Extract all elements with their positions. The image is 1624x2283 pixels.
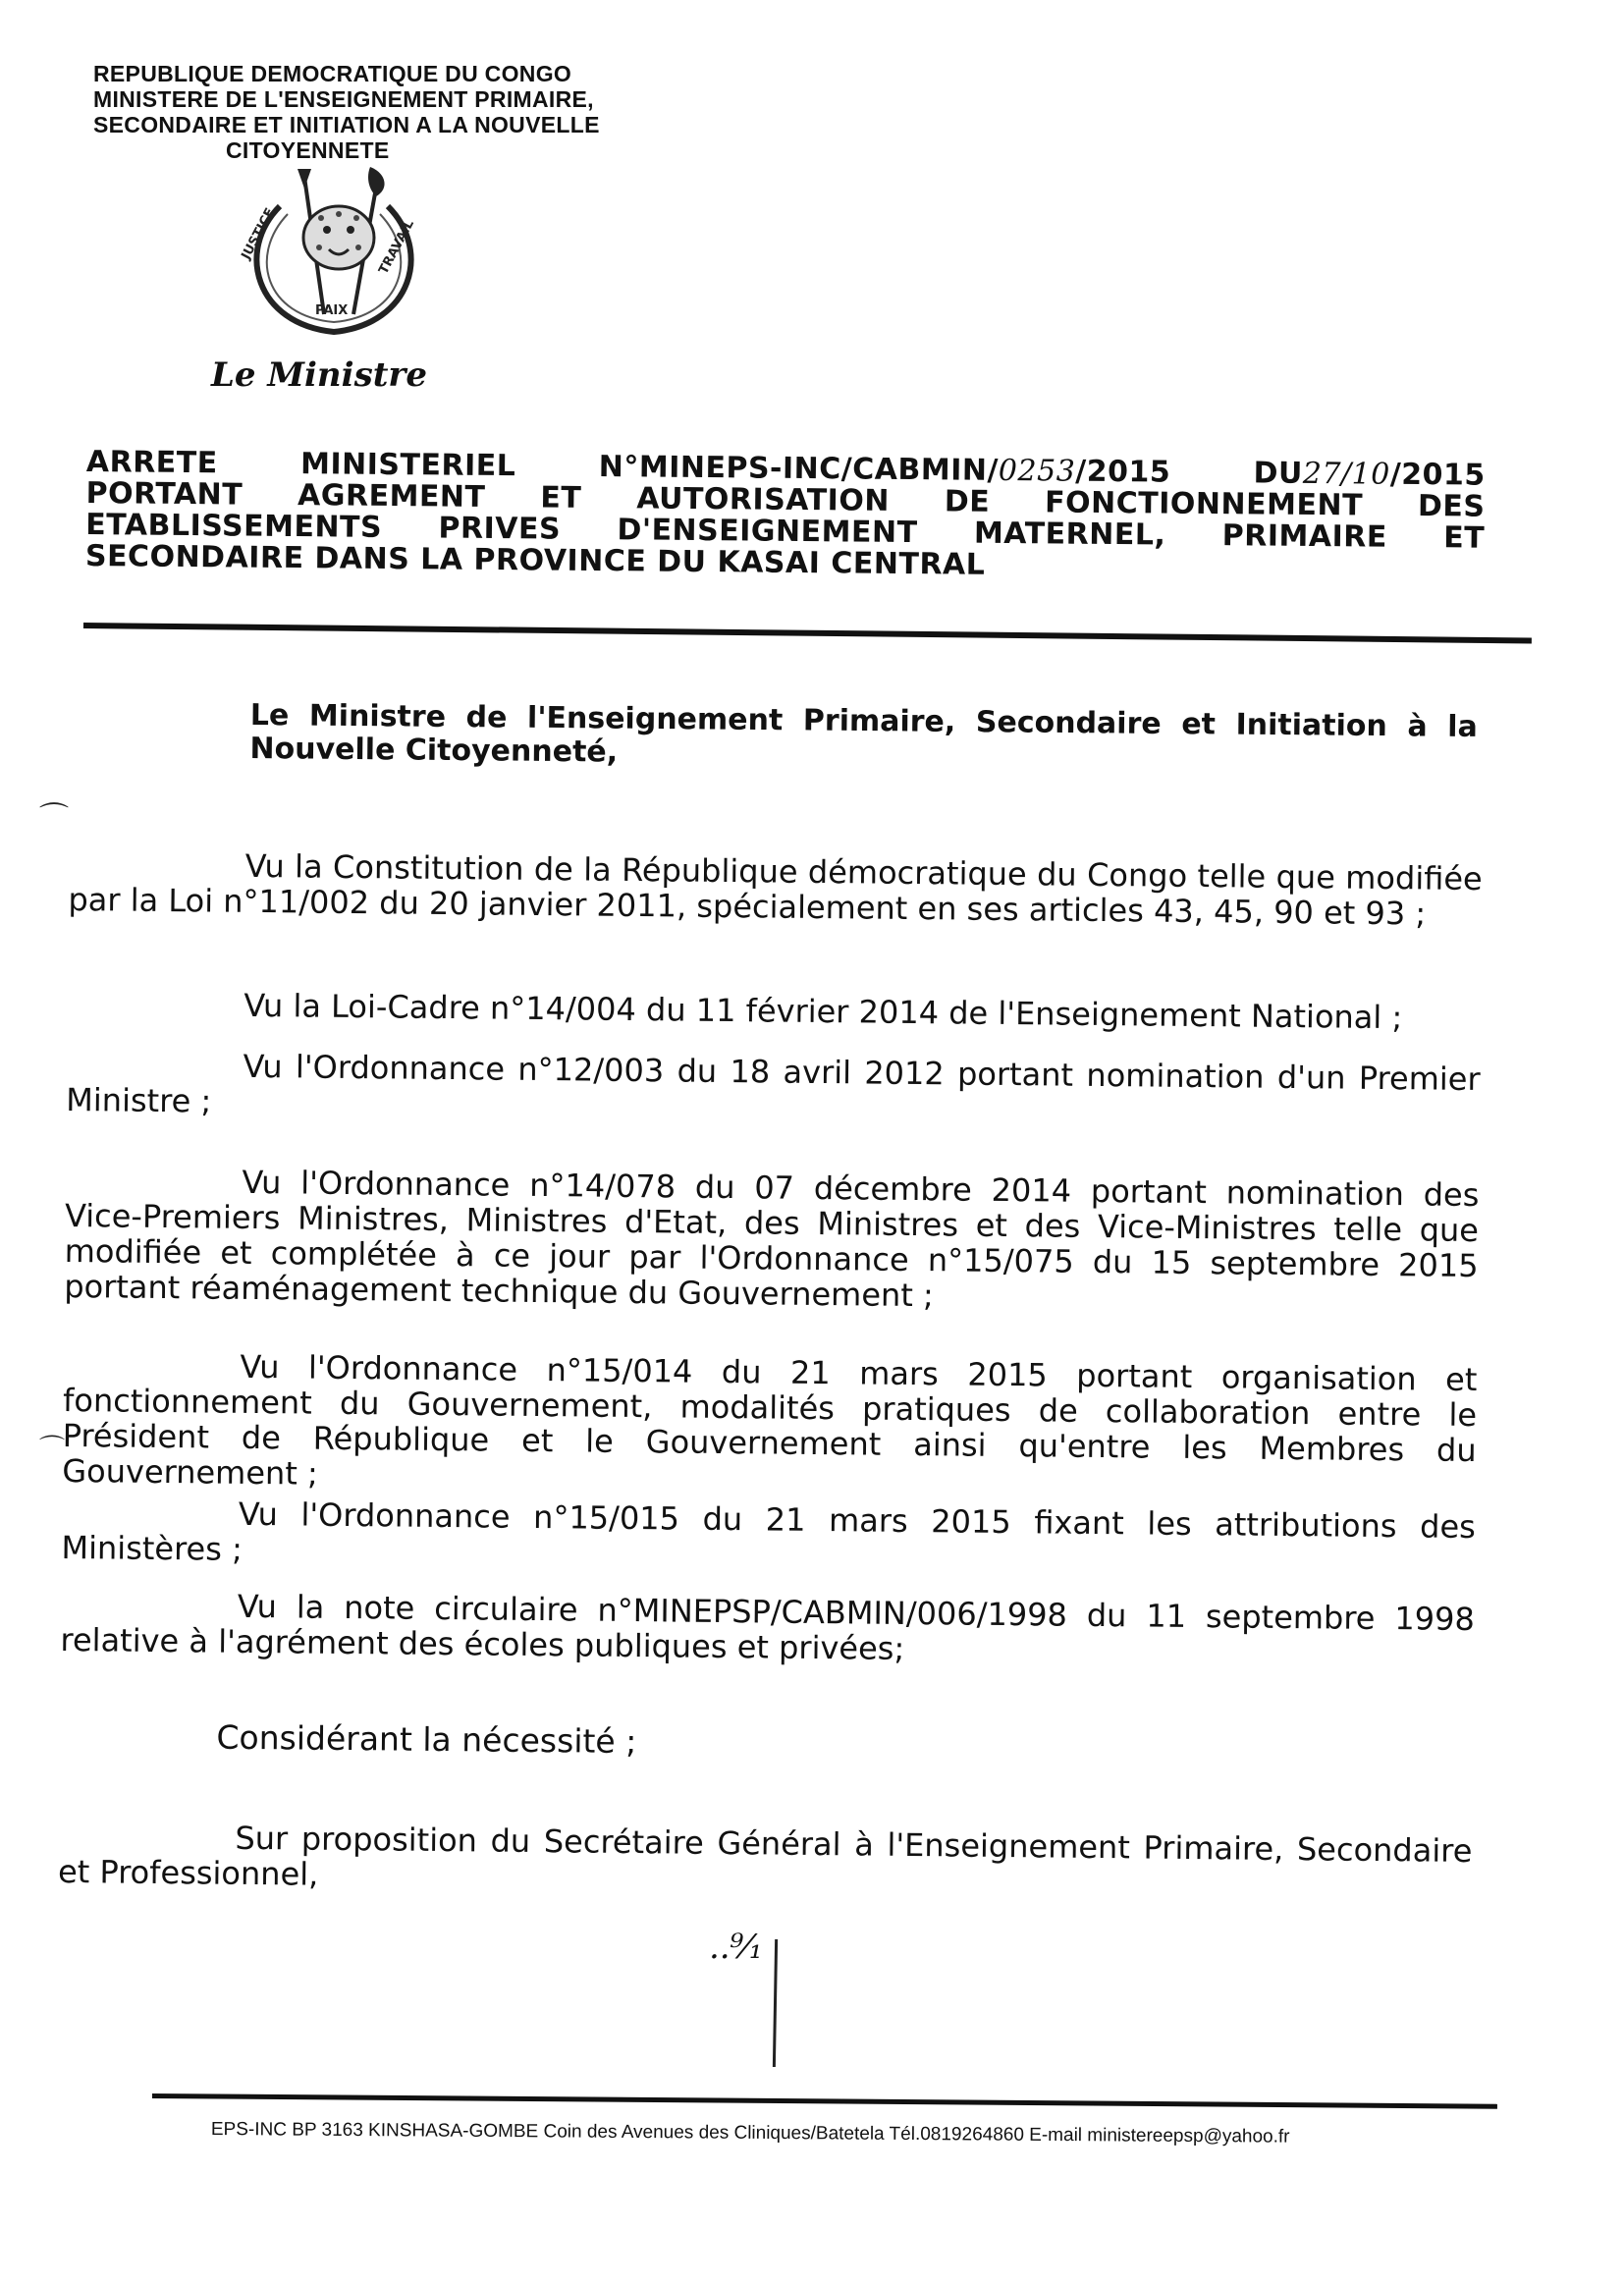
considerant-constitution: Vu la Constitution de la République démocratique du Congo telle que modifiée par la Loi n°11/002 du 20 janvier 2011, spécialement en ses articles 43, 45, 90 et 93 ; bbox=[68, 846, 1483, 933]
issuing-authority: Le Ministre de l'Enseignement Primaire, Secondaire et Initiation à la Nouvelle Citoyenneté, bbox=[249, 698, 1478, 770]
handwritten-initials: ..⁹⁄₁ bbox=[709, 1928, 763, 1967]
considerant-note-circulaire: Vu la note circulaire n°MINEPSP/CABMIN/006/1998 du 11 septembre 1998 relative à l'agrément des écoles publiques et privées; bbox=[60, 1587, 1476, 1667]
minister-title: Le Ministre bbox=[211, 355, 427, 395]
motto-bottom: PAIX bbox=[315, 303, 349, 318]
footer-divider bbox=[152, 2093, 1497, 2109]
letterhead bbox=[93, 61, 702, 163]
letterhead-country: REPUBLIQUE DEMOCRATIQUE DU CONGO bbox=[93, 61, 572, 86]
decree-word: AGREMENT bbox=[297, 478, 486, 515]
considerant-ordonnance-attributions: Vu l'Ordonnance n°15/015 du 21 mars 2015 fixant les attributions des Ministères ; bbox=[61, 1495, 1477, 1568]
decree-word: FONCTIONNEMENT bbox=[1044, 485, 1364, 523]
decree-word: AUTORISATION bbox=[636, 481, 891, 518]
handwritten-date: 27/10 bbox=[1302, 456, 1390, 492]
coat-of-arms-leopard-icon bbox=[211, 167, 457, 349]
initials-stroke bbox=[773, 1939, 778, 2067]
decree-reference: N°MINEPS-INC/CABMIN/0253/2015 bbox=[598, 450, 1171, 490]
decree-date: DU27/10/2015 bbox=[1253, 456, 1486, 493]
footer-address: EPS-INC BP 3163 KINSHASA-GOMBE Coin des Avenues des Cliniques/Batetela Tél.0819264860 E-mail ministereepsp@yahoo.fr bbox=[210, 2119, 1290, 2147]
considerant-ordonnance-nomination: Vu l'Ordonnance n°14/078 du 07 décembre 2014 portant nomination des Vice-Premiers Ministres, Ministres d'Etat, des Ministres et des Vice-Ministres telle que modifiée et complétée à ce jour par l'Ordonnance n°15/075 du 15 septembre 2015 portant réaménagement technique du Gouvernement ; bbox=[64, 1163, 1480, 1315]
decree-word: MINISTERIEL bbox=[299, 447, 516, 484]
decree-word: ET bbox=[540, 480, 582, 516]
decree-word: PRIMAIRE bbox=[1221, 518, 1387, 555]
decree-word: DE bbox=[944, 484, 991, 519]
scan-artifact: ⌒ bbox=[39, 1435, 66, 1464]
decree-word: ET bbox=[1443, 520, 1486, 556]
decree-word: DES bbox=[1417, 489, 1486, 524]
considerant-loi-cadre: Vu la Loi-Cadre n°14/004 du 11 février 2014 de l'Enseignement National ; bbox=[244, 986, 1403, 1037]
considerant-ordonnance-premier-ministre: Vu l'Ordonnance n°12/003 du 18 avril 2012 portant nomination d'un Premier Ministre ; bbox=[66, 1047, 1481, 1120]
considerant-necessite: Considérant la nécessité ; bbox=[216, 1717, 637, 1762]
decree-title-line-4: SECONDAIRE DANS LA PROVINCE DU KASAI CENTRAL bbox=[84, 538, 986, 582]
letterhead-ministry: MINISTERE DE L'ENSEIGNEMENT PRIMAIRE, bbox=[93, 86, 594, 112]
letterhead-ministry-end: CITOYENNETE bbox=[226, 137, 390, 163]
decree-word: ARRETE bbox=[85, 445, 218, 481]
sur-proposition: Sur proposition du Secrétaire Général à l'Enseignement Primaire, Secondaire et Professionnel, bbox=[57, 1819, 1473, 1893]
decree-word: MATERNEL, bbox=[973, 516, 1166, 553]
decree-word: ETABLISSEMENTS bbox=[85, 507, 383, 545]
considerant-ordonnance-organisation: Vu l'Ordonnance n°15/014 du 21 mars 2015 portant organisation et fonctionnement du Gouvernement, modalités pratiques de collaboration entre le Président de République et le Gouvernement ainsi qu'entre les Membres du Gouvernement ; bbox=[62, 1347, 1478, 1493]
title-divider bbox=[83, 623, 1532, 643]
handwritten-number: 0253 bbox=[998, 453, 1076, 489]
letterhead-ministry-cont: SECONDAIRE ET INITIATION A LA NOUVELLE bbox=[93, 112, 600, 137]
scan-artifact: ⌒ bbox=[39, 801, 69, 836]
decree-word: D'ENSEIGNEMENT bbox=[617, 513, 918, 551]
preamble bbox=[57, 846, 1483, 1893]
motto-left: JUSTICE bbox=[239, 205, 279, 262]
motto-right: TRAVAIL bbox=[376, 217, 417, 277]
decree-word: PRIVES bbox=[438, 511, 562, 547]
decree-word: PORTANT bbox=[85, 475, 244, 513]
decree-title bbox=[85, 447, 1486, 586]
